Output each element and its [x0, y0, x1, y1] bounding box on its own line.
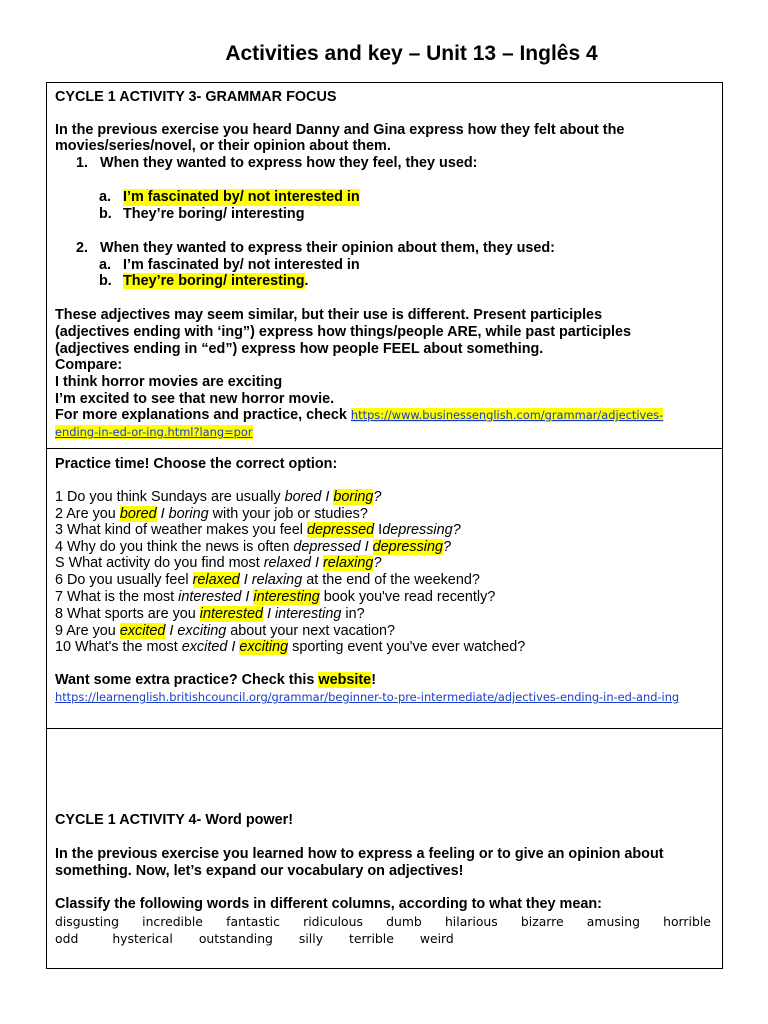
- word-list-line-2: [55, 930, 711, 947]
- option-1-answer: bored: [119, 506, 157, 522]
- link-continuation: [55, 424, 716, 441]
- separator: I: [241, 589, 254, 605]
- list-letter: b.: [99, 206, 112, 222]
- word-power-section: [46, 728, 723, 969]
- businessenglish-link[interactable]: ending-in-ed-or-ing.html?lang=por: [55, 425, 253, 439]
- vocabulary-word: amusing: [586, 914, 640, 929]
- highlighted-answer: I’m fascinated by/ not interested in: [123, 189, 360, 205]
- question-end: ?: [452, 522, 461, 538]
- extra-practice-text: Want some extra practice? Check this: [55, 672, 319, 688]
- question-end: sporting event you've ever watched?: [288, 639, 526, 655]
- vocabulary-word: terrible: [349, 931, 394, 946]
- website-highlight: website: [318, 672, 372, 688]
- intro-text: movies/series/novel, or their opinion about them.: [55, 138, 391, 154]
- option-1: relaxed: [263, 555, 311, 571]
- question-text: 2 Are you: [55, 506, 120, 522]
- period: .: [304, 273, 309, 289]
- vocabulary-word: silly: [298, 931, 324, 946]
- option-2-answer: depressing: [372, 539, 443, 555]
- intro-text: In the previous exercise you heard Danny and Gina express how they felt about the: [55, 122, 625, 138]
- question-4: [55, 539, 716, 556]
- intro-text: something. Now, let’s expand our vocabulary on adjectives!: [55, 863, 464, 879]
- option-1: depressed: [293, 539, 361, 555]
- vocabulary-word: bizarre: [520, 914, 564, 929]
- classify-instruction: Classify the following words in different columns, according to what they mean:: [55, 896, 602, 912]
- explanation-text: These adjectives may seem similar, but their use is different. Present participles: [55, 307, 603, 323]
- option-1: interested: [178, 589, 242, 605]
- question-10: [55, 639, 716, 656]
- question-2: [55, 506, 716, 523]
- explanation-text: (adjectives ending in “ed”) express how people FEEL about something.: [55, 341, 544, 357]
- example-sentence: I’m excited to see that new horror movie.: [55, 391, 335, 407]
- separator: I: [374, 522, 383, 538]
- list-letter: b.: [99, 273, 112, 289]
- question-end: with your job or studies?: [208, 506, 368, 522]
- question-text: 4 Why do you think the news is often: [55, 539, 294, 555]
- question-end: ?: [373, 489, 382, 505]
- question-3: [55, 522, 716, 539]
- vocabulary-word: hysterical: [112, 931, 173, 946]
- vocabulary-word: outstanding: [198, 931, 273, 946]
- question-end: at the end of the weekend?: [302, 572, 480, 588]
- list-letter: a.: [99, 257, 112, 273]
- vocabulary-word: disgusting: [55, 914, 119, 929]
- list-item: They’re boring/ interesting: [123, 206, 305, 222]
- option-1-answer: relaxed: [192, 572, 240, 588]
- option-2-answer: exciting: [239, 639, 289, 655]
- list-item: When they wanted to express how they feel, they used:: [100, 155, 478, 171]
- page-title: Activities and key – Unit 13 – Inglês 4: [225, 42, 598, 65]
- practice-section: [46, 448, 723, 729]
- intro-text: In the previous exercise you learned how to express a feeling or to give an opinion about: [55, 846, 664, 862]
- list-item: I’m fascinated by/ not interested in: [123, 257, 360, 273]
- answer-line: [123, 273, 309, 290]
- separator: I: [239, 572, 252, 588]
- question-text: 6 Do you usually feel: [55, 572, 193, 588]
- vocabulary-word: ridiculous: [303, 914, 363, 929]
- highlighted-answer: They’re boring/ interesting: [123, 273, 305, 289]
- exclamation: !: [371, 672, 376, 688]
- vocabulary-word: fantastic: [226, 914, 280, 929]
- question-text: 1 Do you think Sundays are usually: [55, 489, 285, 505]
- option-1-answer: interested: [199, 606, 263, 622]
- word-list-line-1: [55, 913, 711, 930]
- option-1-answer: depressed: [306, 522, 375, 538]
- option-1: bored: [284, 489, 322, 505]
- grammar-focus-section: [46, 82, 723, 449]
- option-2: depressing: [382, 522, 453, 538]
- option-2-answer: relaxing: [322, 555, 374, 571]
- question-end: about your next vacation?: [226, 623, 396, 639]
- extra-practice-line: [55, 672, 716, 689]
- option-1-answer: excited: [119, 623, 166, 639]
- separator: I: [310, 555, 323, 571]
- option-1: excited: [181, 639, 228, 655]
- vocabulary-word: weird: [419, 931, 454, 946]
- question-text: 3 What kind of weather makes you feel: [55, 522, 307, 538]
- list-item: When they wanted to express their opinion about them, they used:: [100, 240, 555, 256]
- section-heading: CYCLE 1 ACTIVITY 4- Word power!: [55, 812, 293, 828]
- question-text: 10 What's the most: [55, 639, 182, 655]
- question-end: ?: [373, 555, 382, 571]
- section-heading: Practice time! Choose the correct option:: [55, 456, 338, 472]
- question-text: 9 Are you: [55, 623, 120, 639]
- list-number: 1.: [76, 155, 89, 171]
- vocabulary-word: horrible: [663, 914, 711, 929]
- option-2-answer: interesting: [253, 589, 320, 605]
- question-6: [55, 572, 716, 589]
- britishcouncil-link[interactable]: https://learnenglish.britishcouncil.org/grammar/beginner-to-pre-intermediate/adjectives-ending-in-ed-and-ing: [55, 690, 680, 704]
- separator: I: [262, 606, 275, 622]
- section-heading: CYCLE 1 ACTIVITY 3- GRAMMAR FOCUS: [55, 89, 337, 105]
- question-end: book you've read recently?: [319, 589, 496, 605]
- vocabulary-word: odd: [55, 931, 79, 946]
- example-sentence: I think horror movies are exciting: [55, 374, 283, 390]
- separator: I: [227, 639, 240, 655]
- question-text: 8 What sports are you: [55, 606, 200, 622]
- question-text: S What activity do you find most: [55, 555, 264, 571]
- separator: I: [360, 539, 373, 555]
- vocabulary-word: dumb: [386, 914, 422, 929]
- more-practice-text: For more explanations and practice, check: [55, 407, 351, 423]
- option-2: exciting: [177, 623, 227, 639]
- option-2-answer: boring: [333, 489, 374, 505]
- option-2: boring: [168, 506, 209, 522]
- compare-label: Compare:: [55, 357, 123, 373]
- separator: I: [156, 506, 169, 522]
- britishcouncil-link-line: [55, 689, 716, 706]
- list-letter: a.: [99, 189, 112, 205]
- question-8: [55, 606, 716, 623]
- question-end: ?: [443, 539, 452, 555]
- question-9: [55, 623, 716, 640]
- option-2: relaxing: [251, 572, 303, 588]
- separator: I: [165, 623, 178, 639]
- vocabulary-word: hilarious: [444, 914, 498, 929]
- list-number: 2.: [76, 240, 89, 256]
- question-7: [55, 589, 716, 606]
- option-2: interesting: [274, 606, 342, 622]
- question-text: 7 What is the most: [55, 589, 179, 605]
- vocabulary-word: incredible: [142, 914, 203, 929]
- separator: I: [321, 489, 334, 505]
- question-5: [55, 555, 716, 572]
- question-1: [55, 489, 716, 506]
- explanation-text: (adjectives ending with ‘ing”) express how things/people ARE, while past participles: [55, 324, 631, 340]
- more-practice-line: [55, 407, 716, 424]
- businessenglish-link[interactable]: https://www.businessenglish.com/grammar/adjectives-: [350, 408, 664, 422]
- question-end: in?: [341, 606, 365, 622]
